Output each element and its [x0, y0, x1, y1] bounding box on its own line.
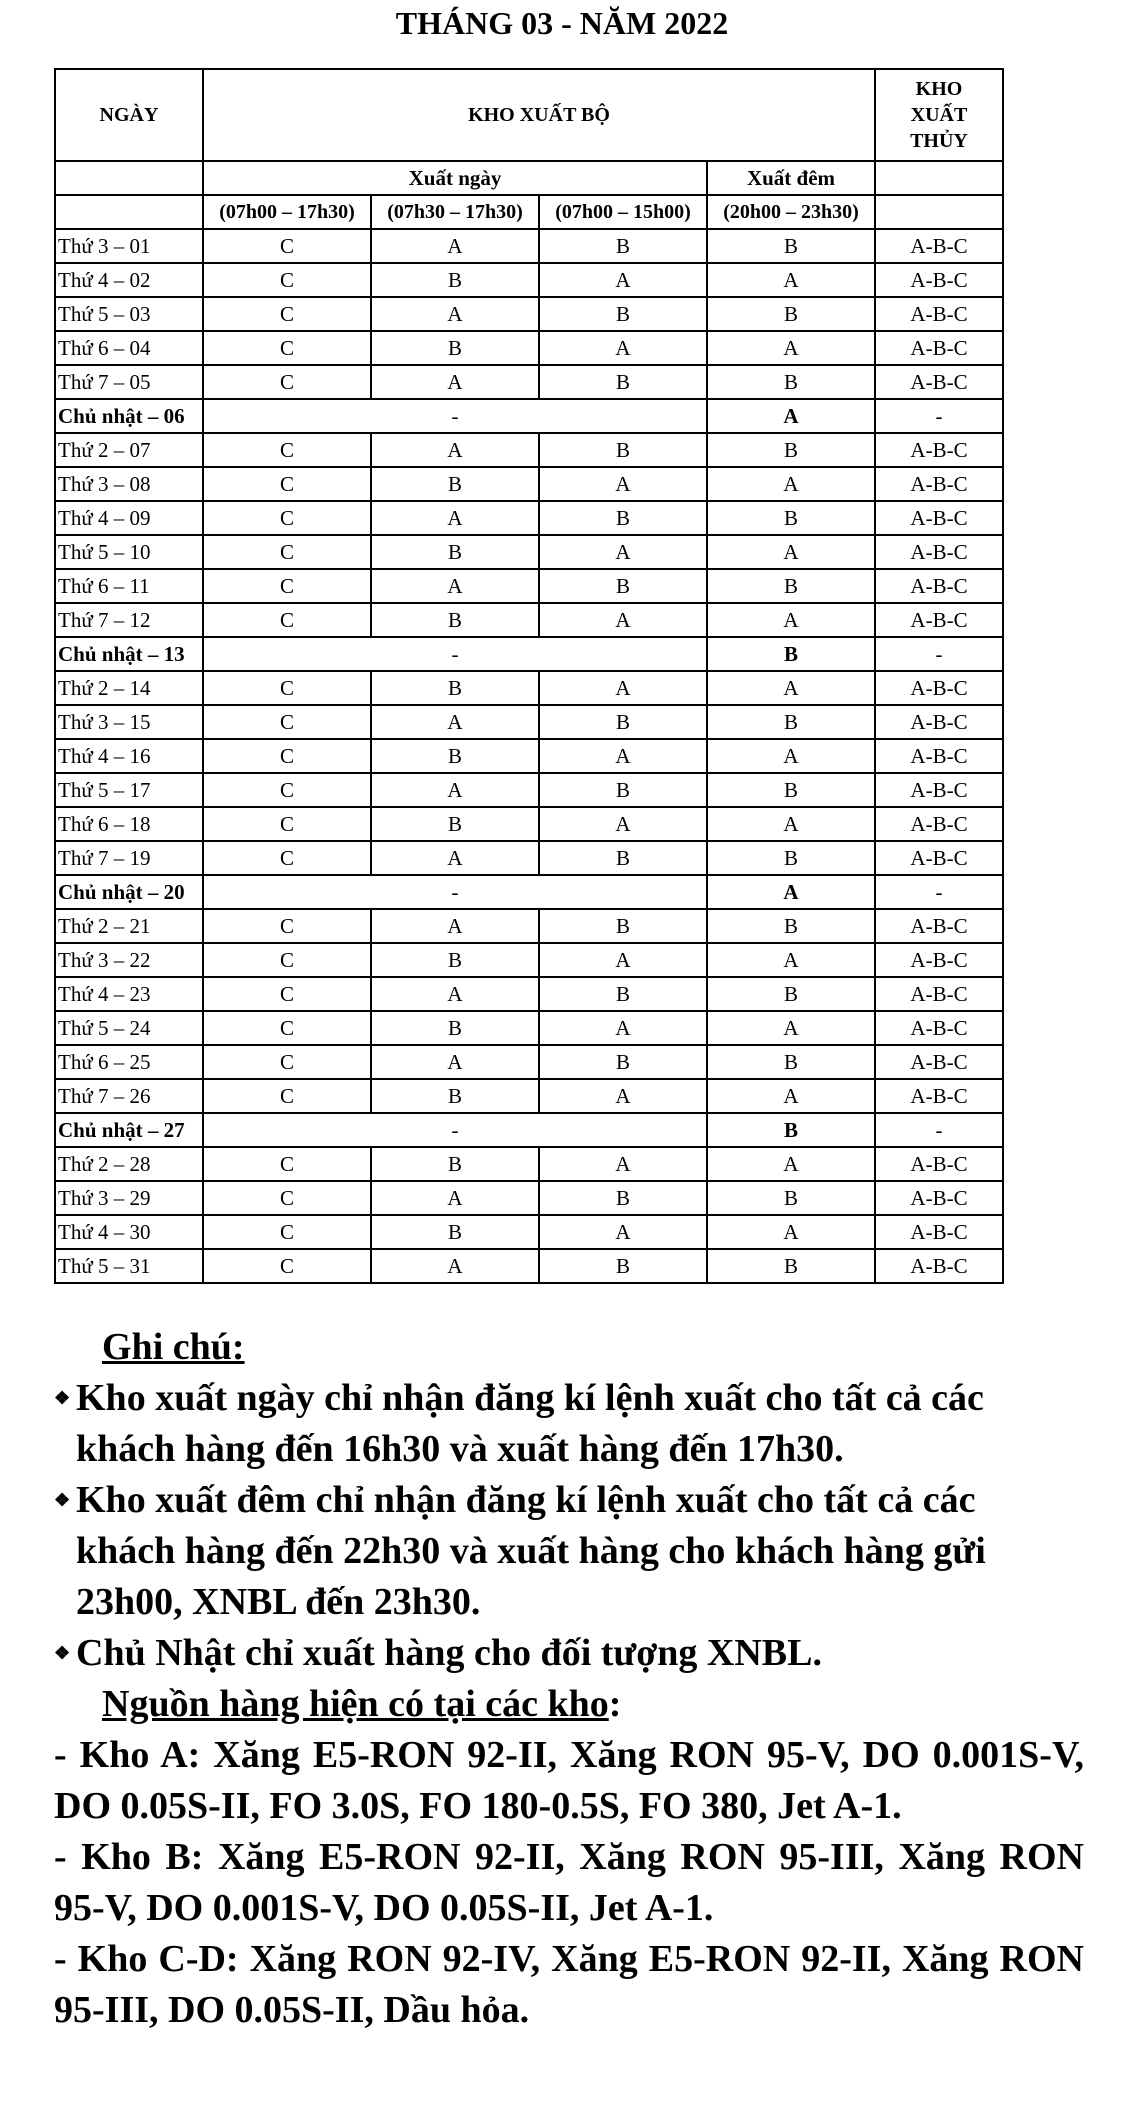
- day-cell: Thứ 5 – 17: [55, 773, 203, 807]
- slot1-cell: C: [203, 807, 371, 841]
- slot2-cell: B: [371, 671, 539, 705]
- slot3-cell: B: [539, 773, 707, 807]
- slot1-cell: C: [203, 977, 371, 1011]
- day-shift-cell: -: [203, 399, 707, 433]
- slot3-cell: A: [539, 943, 707, 977]
- kho-cd-line: - Kho C-D: Xăng RON 92-IV, Xăng E5-RON 92-II, Xăng RON 95-III, DO 0.05S-II, Dầu hỏa.: [54, 1938, 1084, 2031]
- day-cell: Thứ 2 – 21: [55, 909, 203, 943]
- slot3-cell: B: [539, 501, 707, 535]
- kho-thuy-cell: A-B-C: [875, 467, 1003, 501]
- slot1-cell: C: [203, 909, 371, 943]
- kho-thuy-cell: A-B-C: [875, 1045, 1003, 1079]
- night-shift-cell: A: [707, 399, 875, 433]
- slot2-cell: B: [371, 331, 539, 365]
- day-cell: Thứ 3 – 29: [55, 1181, 203, 1215]
- slot2-cell: B: [371, 943, 539, 977]
- slot3-cell: A: [539, 603, 707, 637]
- night-shift-cell: B: [707, 1181, 875, 1215]
- slot1-cell: C: [203, 297, 371, 331]
- day-cell: Chủ nhật – 27: [55, 1113, 203, 1147]
- slot1-cell: C: [203, 603, 371, 637]
- table-row: [55, 1215, 1003, 1249]
- slot2-cell: A: [371, 569, 539, 603]
- day-cell: Thứ 7 – 05: [55, 365, 203, 399]
- slot3-cell: B: [539, 433, 707, 467]
- kho-thuy-cell: A-B-C: [875, 739, 1003, 773]
- day-cell: Chủ nhật – 20: [55, 875, 203, 909]
- night-shift-cell: A: [707, 875, 875, 909]
- source-heading-text: Nguồn hàng hiện có tại các kho: [102, 1683, 609, 1725]
- night-shift-cell: B: [707, 977, 875, 1011]
- header-kho-xuat-thuy: [875, 69, 1003, 161]
- slot2-cell: B: [371, 535, 539, 569]
- slot1-cell: C: [203, 263, 371, 297]
- slot3-cell: A: [539, 467, 707, 501]
- slot1-cell: C: [203, 1249, 371, 1283]
- slot2-cell: A: [371, 1045, 539, 1079]
- slot3-cell: A: [539, 1011, 707, 1045]
- night-shift-cell: B: [707, 1045, 875, 1079]
- slot1-cell: C: [203, 535, 371, 569]
- time-slot-1: (07h00 – 17h30): [203, 195, 371, 229]
- day-cell: Thứ 4 – 23: [55, 977, 203, 1011]
- slot1-cell: C: [203, 841, 371, 875]
- header-kho-xuat-thuy-text: KHO XUẤT THỦY: [910, 78, 968, 152]
- day-cell: Thứ 3 – 08: [55, 467, 203, 501]
- night-shift-cell: A: [707, 671, 875, 705]
- slot1-cell: C: [203, 1181, 371, 1215]
- notes-heading: Ghi chú:: [102, 1326, 245, 1368]
- slot3-cell: A: [539, 1215, 707, 1249]
- day-cell: Thứ 2 – 07: [55, 433, 203, 467]
- night-shift-cell: A: [707, 1079, 875, 1113]
- day-cell: Thứ 4 – 16: [55, 739, 203, 773]
- header-kho-xuat-bo: KHO XUẤT BỘ: [203, 69, 875, 161]
- time-empty-thuy: [875, 195, 1003, 229]
- table-row: [55, 671, 1003, 705]
- night-shift-cell: B: [707, 1113, 875, 1147]
- night-shift-cell: A: [707, 1147, 875, 1181]
- slot1-cell: C: [203, 943, 371, 977]
- source-heading-colon: :: [608, 1683, 622, 1725]
- night-shift-cell: B: [707, 433, 875, 467]
- table-subheader-row: [55, 161, 1003, 195]
- kho-thuy-cell: A-B-C: [875, 1215, 1003, 1249]
- day-cell: Thứ 7 – 12: [55, 603, 203, 637]
- table-row: [55, 365, 1003, 399]
- slot2-cell: A: [371, 1249, 539, 1283]
- slot1-cell: C: [203, 467, 371, 501]
- time-slot-4: (20h00 – 23h30): [707, 195, 875, 229]
- night-shift-cell: B: [707, 773, 875, 807]
- slot1-cell: C: [203, 331, 371, 365]
- note-bullet-item: [54, 1628, 1084, 1679]
- source-heading: [54, 1679, 1084, 1730]
- day-cell: Thứ 6 – 11: [55, 569, 203, 603]
- kho-thuy-cell: A-B-C: [875, 501, 1003, 535]
- slot2-cell: B: [371, 1079, 539, 1113]
- header-ngay: NGÀY: [55, 69, 203, 161]
- kho-thuy-cell: A-B-C: [875, 1181, 1003, 1215]
- day-cell: Thứ 4 – 30: [55, 1215, 203, 1249]
- day-cell: Chủ nhật – 06: [55, 399, 203, 433]
- day-cell: Thứ 7 – 19: [55, 841, 203, 875]
- table-header-row: [55, 69, 1003, 161]
- kho-thuy-cell: A-B-C: [875, 263, 1003, 297]
- table-row: [55, 977, 1003, 1011]
- table-row: [55, 1011, 1003, 1045]
- kho-thuy-cell: A-B-C: [875, 671, 1003, 705]
- page-title: THÁNG 03 - NĂM 2022: [395, 5, 729, 41]
- slot3-cell: A: [539, 263, 707, 297]
- slot1-cell: C: [203, 501, 371, 535]
- night-shift-cell: B: [707, 501, 875, 535]
- day-cell: Thứ 2 – 14: [55, 671, 203, 705]
- night-shift-cell: B: [707, 909, 875, 943]
- night-shift-cell: A: [707, 535, 875, 569]
- kho-thuy-cell: -: [875, 875, 1003, 909]
- kho-thuy-cell: A-B-C: [875, 909, 1003, 943]
- table-row: [55, 433, 1003, 467]
- slot3-cell: B: [539, 297, 707, 331]
- slot3-cell: B: [539, 1045, 707, 1079]
- slot3-cell: B: [539, 229, 707, 263]
- slot1-cell: C: [203, 705, 371, 739]
- subheader-empty: [55, 161, 203, 195]
- day-shift-cell: -: [203, 875, 707, 909]
- night-shift-cell: B: [707, 1249, 875, 1283]
- slot1-cell: C: [203, 365, 371, 399]
- header-xuat-dem: Xuất đêm: [707, 161, 875, 195]
- table-row: [55, 1147, 1003, 1181]
- night-shift-cell: A: [707, 807, 875, 841]
- table-row: [55, 501, 1003, 535]
- kho-thuy-cell: A-B-C: [875, 807, 1003, 841]
- slot3-cell: B: [539, 1181, 707, 1215]
- day-cell: Thứ 3 – 22: [55, 943, 203, 977]
- night-shift-cell: B: [707, 365, 875, 399]
- day-cell: Thứ 3 – 01: [55, 229, 203, 263]
- day-cell: Thứ 5 – 24: [55, 1011, 203, 1045]
- slot2-cell: B: [371, 467, 539, 501]
- table-row: [55, 467, 1003, 501]
- day-cell: Thứ 6 – 04: [55, 331, 203, 365]
- slot3-cell: B: [539, 841, 707, 875]
- kho-thuy-cell: A-B-C: [875, 1079, 1003, 1113]
- night-shift-cell: A: [707, 943, 875, 977]
- kho-thuy-cell: A-B-C: [875, 365, 1003, 399]
- slot3-cell: A: [539, 331, 707, 365]
- kho-thuy-cell: -: [875, 637, 1003, 671]
- diamond-bullet-icon: ❖: [54, 1490, 71, 1510]
- slot1-cell: C: [203, 671, 371, 705]
- note-bullet-item: [54, 1475, 1084, 1628]
- kho-thuy-cell: A-B-C: [875, 1011, 1003, 1045]
- night-shift-cell: A: [707, 263, 875, 297]
- table-row: [55, 943, 1003, 977]
- table-row: [55, 569, 1003, 603]
- export-schedule-table: [54, 68, 1004, 1284]
- slot2-cell: B: [371, 807, 539, 841]
- slot2-cell: A: [371, 297, 539, 331]
- slot1-cell: C: [203, 739, 371, 773]
- kho-thuy-cell: A-B-C: [875, 433, 1003, 467]
- diamond-bullet-icon: ❖: [54, 1388, 71, 1408]
- slot1-cell: C: [203, 773, 371, 807]
- slot2-cell: A: [371, 909, 539, 943]
- table-row: [55, 297, 1003, 331]
- night-shift-cell: B: [707, 297, 875, 331]
- night-shift-cell: B: [707, 569, 875, 603]
- slot2-cell: A: [371, 229, 539, 263]
- day-cell: Thứ 6 – 25: [55, 1045, 203, 1079]
- table-row: [55, 1249, 1003, 1283]
- night-shift-cell: B: [707, 637, 875, 671]
- slot2-cell: B: [371, 1215, 539, 1249]
- kho-thuy-cell: A-B-C: [875, 977, 1003, 1011]
- night-shift-cell: A: [707, 1011, 875, 1045]
- table-row: [55, 773, 1003, 807]
- slot3-cell: B: [539, 705, 707, 739]
- slot1-cell: C: [203, 1045, 371, 1079]
- slot2-cell: A: [371, 705, 539, 739]
- note-bullet-text: Kho xuất đêm chỉ nhận đăng kí lệnh xuất cho tất cả các khách hàng đến 22h30 và xuất hàng cho khách hàng gửi 23h00, XNBL đến 23h30.: [76, 1479, 986, 1623]
- slot2-cell: A: [371, 1181, 539, 1215]
- night-shift-cell: B: [707, 841, 875, 875]
- slot2-cell: B: [371, 1147, 539, 1181]
- kho-thuy-cell: A-B-C: [875, 535, 1003, 569]
- slot2-cell: A: [371, 433, 539, 467]
- time-empty: [55, 195, 203, 229]
- table-row: [55, 807, 1003, 841]
- slot1-cell: C: [203, 1147, 371, 1181]
- day-cell: Thứ 4 – 09: [55, 501, 203, 535]
- slot2-cell: A: [371, 773, 539, 807]
- table-row: [55, 603, 1003, 637]
- table-row: [55, 535, 1003, 569]
- header-xuat-ngay: Xuất ngày: [203, 161, 707, 195]
- table-row: [55, 1181, 1003, 1215]
- table-row: [55, 399, 1003, 433]
- slot3-cell: B: [539, 569, 707, 603]
- kho-thuy-cell: A-B-C: [875, 569, 1003, 603]
- slot1-cell: C: [203, 229, 371, 263]
- kho-thuy-cell: A-B-C: [875, 1249, 1003, 1283]
- day-cell: Thứ 4 – 02: [55, 263, 203, 297]
- slot3-cell: A: [539, 1147, 707, 1181]
- time-slot-2: (07h30 – 17h30): [371, 195, 539, 229]
- night-shift-cell: A: [707, 1215, 875, 1249]
- time-slot-3: (07h00 – 15h00): [539, 195, 707, 229]
- table-row: [55, 331, 1003, 365]
- slot3-cell: B: [539, 909, 707, 943]
- kho-thuy-cell: A-B-C: [875, 705, 1003, 739]
- day-cell: Thứ 7 – 26: [55, 1079, 203, 1113]
- notes-section: [54, 1322, 1084, 2036]
- note-bullet-item: [54, 1373, 1084, 1475]
- slot1-cell: C: [203, 433, 371, 467]
- slot2-cell: A: [371, 365, 539, 399]
- note-bullet-text: Kho xuất ngày chỉ nhận đăng kí lệnh xuất cho tất cả các khách hàng đến 16h30 và xuất hàng đến 17h30.: [76, 1377, 984, 1470]
- table-row: [55, 1045, 1003, 1079]
- day-cell: Thứ 5 – 10: [55, 535, 203, 569]
- slot3-cell: A: [539, 739, 707, 773]
- table-row: [55, 841, 1003, 875]
- table-row: [55, 909, 1003, 943]
- night-shift-cell: A: [707, 739, 875, 773]
- slot2-cell: B: [371, 603, 539, 637]
- slot1-cell: C: [203, 569, 371, 603]
- slot3-cell: A: [539, 807, 707, 841]
- table-row: [55, 229, 1003, 263]
- slot2-cell: B: [371, 739, 539, 773]
- day-cell: Thứ 5 – 31: [55, 1249, 203, 1283]
- kho-thuy-cell: -: [875, 1113, 1003, 1147]
- slot2-cell: B: [371, 1011, 539, 1045]
- kho-thuy-cell: A-B-C: [875, 1147, 1003, 1181]
- slot3-cell: A: [539, 535, 707, 569]
- day-shift-cell: -: [203, 1113, 707, 1147]
- kho-thuy-cell: A-B-C: [875, 297, 1003, 331]
- kho-thuy-cell: A-B-C: [875, 773, 1003, 807]
- table-row: [55, 705, 1003, 739]
- table-row: [55, 739, 1003, 773]
- slot3-cell: A: [539, 671, 707, 705]
- table-time-row: [55, 195, 1003, 229]
- day-cell: Thứ 2 – 28: [55, 1147, 203, 1181]
- note-bullet-text: Chủ Nhật chỉ xuất hàng cho đối tượng XNBL.: [76, 1632, 822, 1674]
- slot1-cell: C: [203, 1215, 371, 1249]
- kho-thuy-cell: A-B-C: [875, 331, 1003, 365]
- slot1-cell: C: [203, 1079, 371, 1113]
- slot3-cell: B: [539, 977, 707, 1011]
- slot3-cell: A: [539, 1079, 707, 1113]
- kho-thuy-cell: A-B-C: [875, 841, 1003, 875]
- night-shift-cell: A: [707, 331, 875, 365]
- slot2-cell: A: [371, 841, 539, 875]
- night-shift-cell: B: [707, 229, 875, 263]
- slot3-cell: B: [539, 1249, 707, 1283]
- slot2-cell: B: [371, 263, 539, 297]
- table-row: [55, 1113, 1003, 1147]
- slot3-cell: B: [539, 365, 707, 399]
- diamond-bullet-icon: ❖: [54, 1643, 71, 1663]
- night-shift-cell: A: [707, 467, 875, 501]
- table-row: [55, 1079, 1003, 1113]
- night-shift-cell: A: [707, 603, 875, 637]
- table-row: [55, 263, 1003, 297]
- day-cell: Chủ nhật – 13: [55, 637, 203, 671]
- day-shift-cell: -: [203, 637, 707, 671]
- day-cell: Thứ 3 – 15: [55, 705, 203, 739]
- night-shift-cell: B: [707, 705, 875, 739]
- slot1-cell: C: [203, 1011, 371, 1045]
- kho-b-line: - Kho B: Xăng E5-RON 92-II, Xăng RON 95-III, Xăng RON 95-V, DO 0.001S-V, DO 0.05S-II, Jet A-1.: [54, 1836, 1084, 1929]
- kho-thuy-cell: A-B-C: [875, 943, 1003, 977]
- kho-a-line: - Kho A: Xăng E5-RON 92-II, Xăng RON 95-V, DO 0.001S-V, DO 0.05S-II, FO 3.0S, FO 180-0.5S, FO 380, Jet A-1.: [54, 1734, 1084, 1827]
- day-cell: Thứ 6 – 18: [55, 807, 203, 841]
- table-row: [55, 875, 1003, 909]
- slot2-cell: A: [371, 501, 539, 535]
- slot2-cell: A: [371, 977, 539, 1011]
- day-cell: Thứ 5 – 03: [55, 297, 203, 331]
- subheader-empty-thuy: [875, 161, 1003, 195]
- kho-thuy-cell: A-B-C: [875, 603, 1003, 637]
- kho-thuy-cell: -: [875, 399, 1003, 433]
- kho-thuy-cell: A-B-C: [875, 229, 1003, 263]
- table-row: [55, 637, 1003, 671]
